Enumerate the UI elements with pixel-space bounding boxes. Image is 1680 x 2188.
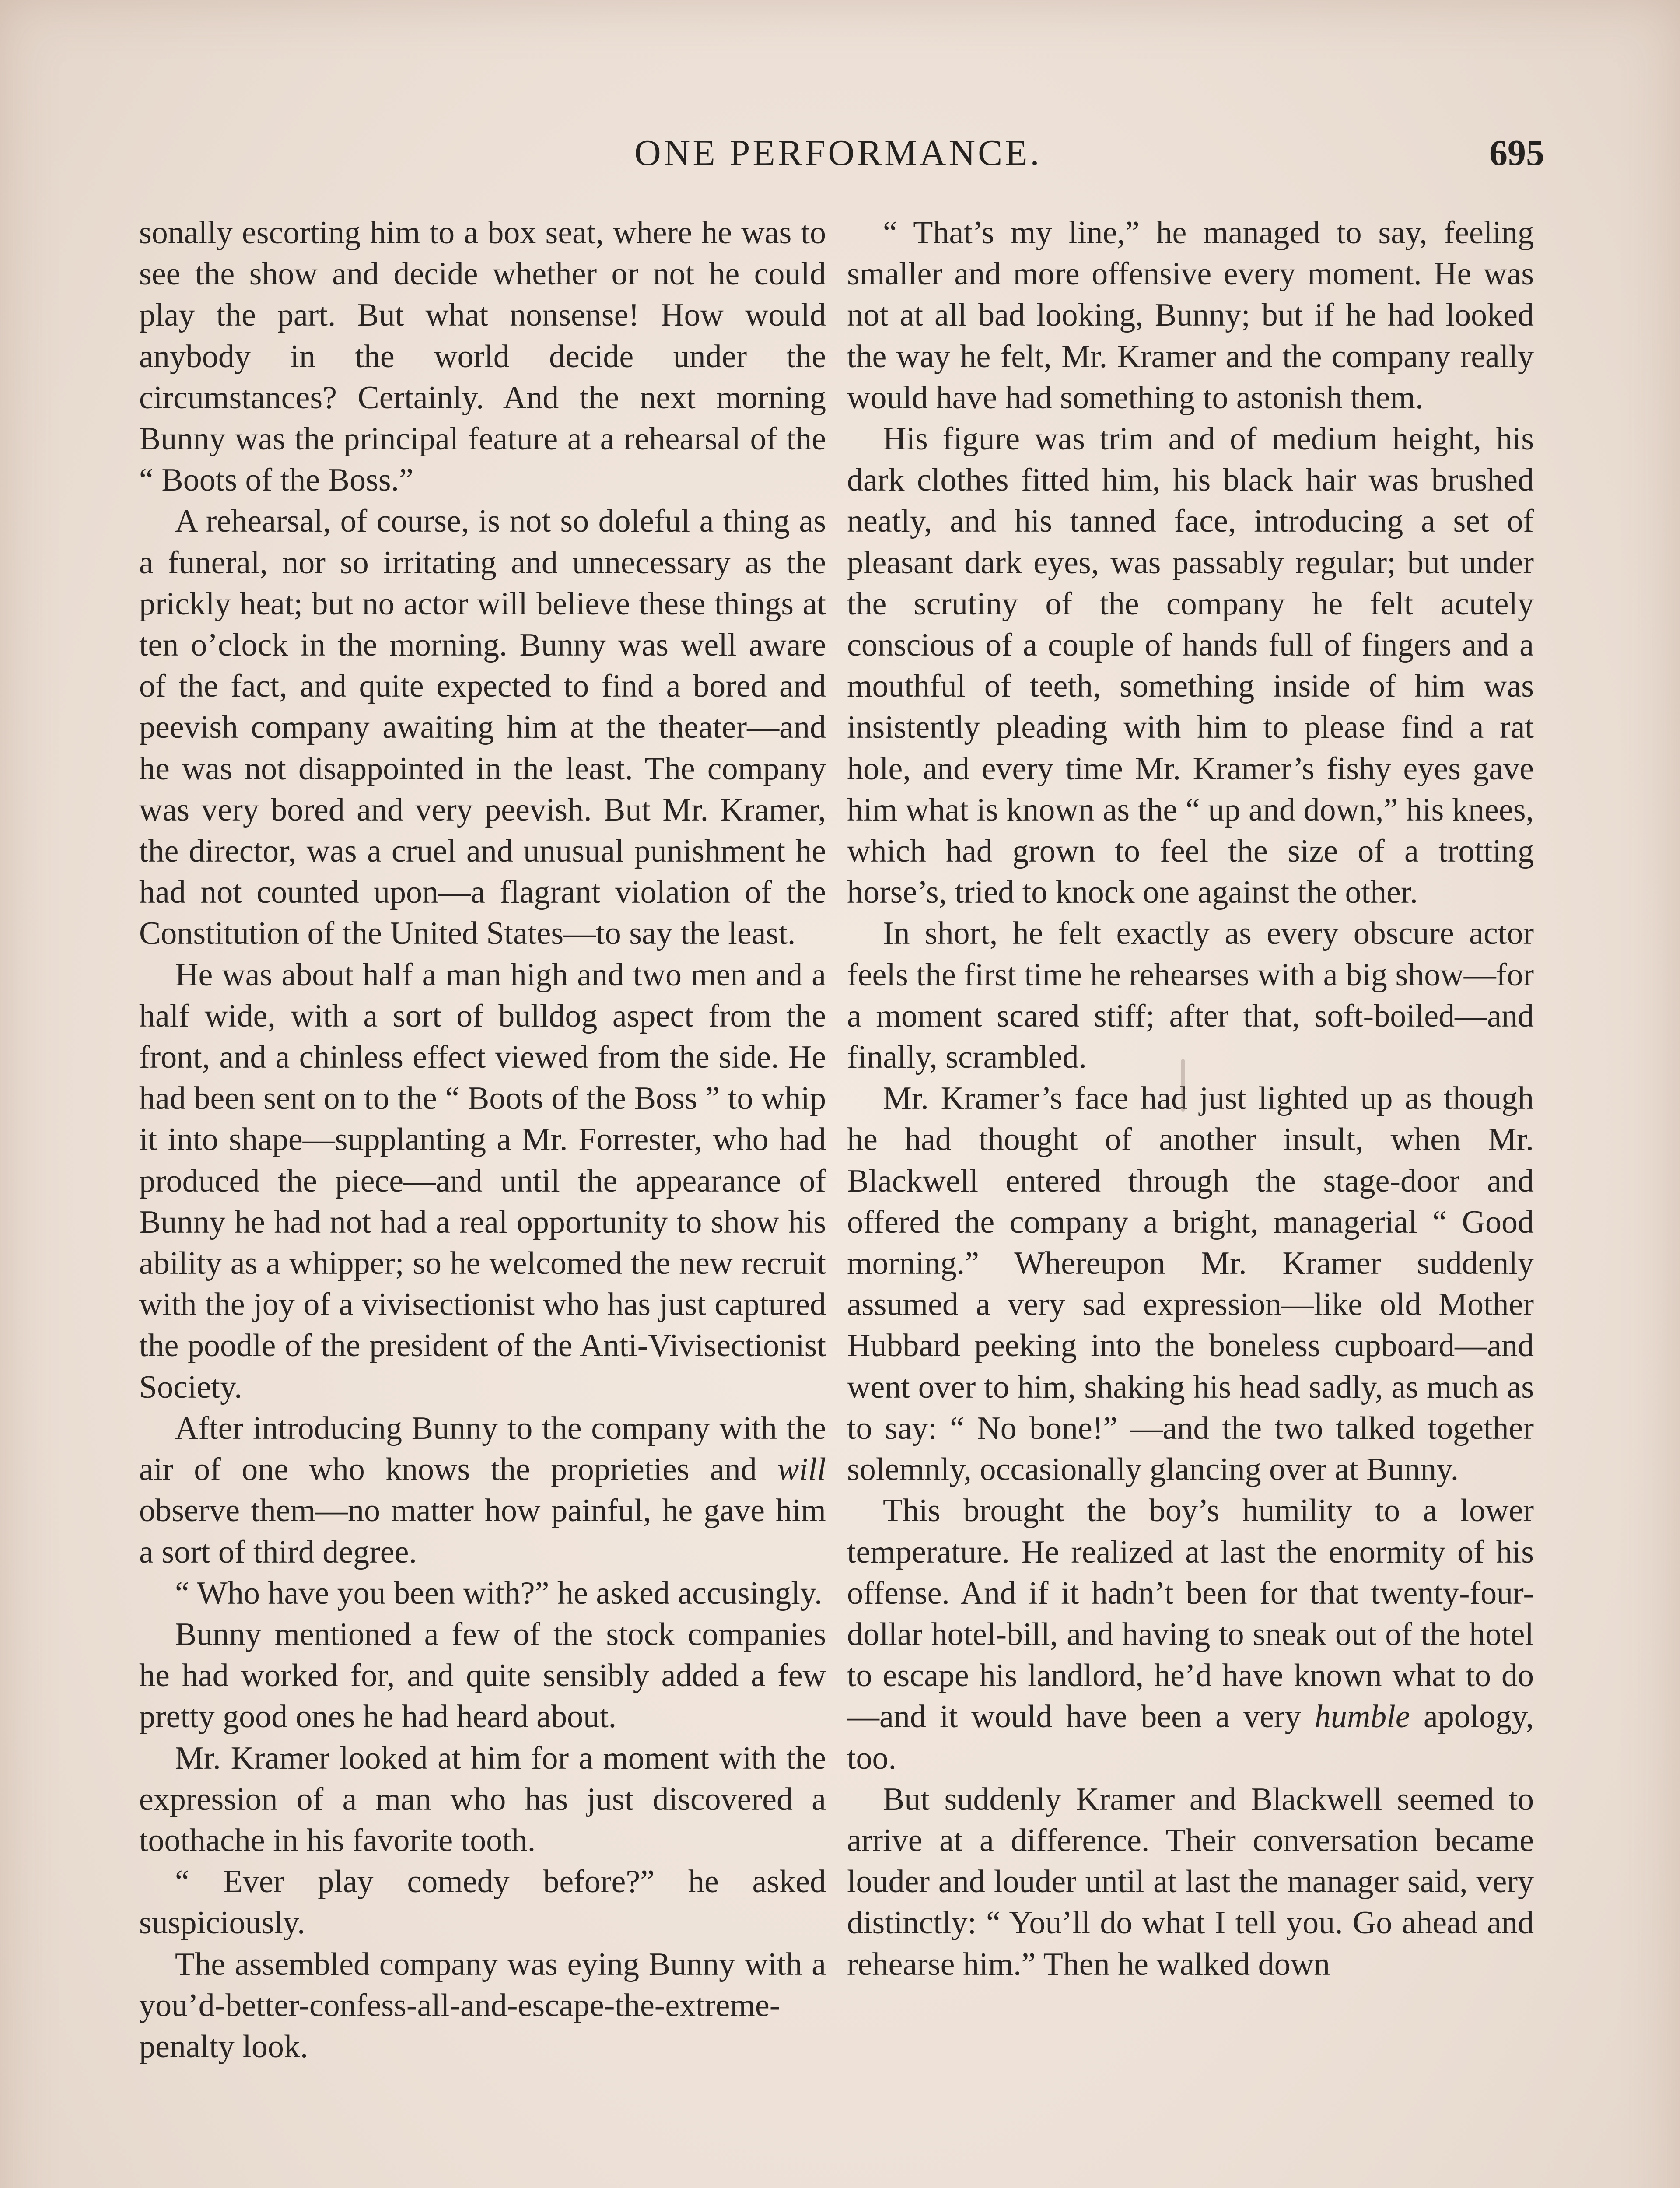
paragraph-text: This brought the boy’s humility to a lower temperature. He realized at last the enormity of his offense. And if it hadn’t been for that twenty-four-dollar hotel-bill, and having to sneak out of the hotel to escape his landlord, he’d have known what to do—and it would have been a very [847,1493,1534,1735]
paragraph: His figure was trim and of medium height, his dark clothes fitted him, his black hair was brushed neatly, and his tanned face, introducing a set of pleasant dark eyes, was passably regular; but under the scrutiny of the company he felt acutely conscious of a couple of hands full of fingers and a mouthful of teeth, something inside of him was insistently pleading with him to please find a rat hole, and every time Mr. Kramer’s fishy eyes gave him what is known as the “ up and down,” his knees, which had grown to feel the size of a trotting horse’s, tried to knock one against the other. [847,421,1534,911]
paragraph: The assembled company was eying Bunny with a you’d-better-confess-all-and-escape-the-extreme-penalty look. [139,1946,826,2065]
paragraph: sonally escorting him to a box seat, where he was to see the show and decide whether or not he could play the part. But what nonsense! How would anybody in the world decide under the circumstances? Certainly. And the next morning Bunny was the principal feature at a rehearsal of the “ Boots of the Boss.” [139,215,826,498]
paragraph-text: apology, too. [847,1699,1534,1776]
page-number: 695 [1489,133,1544,173]
paragraph-text: observe them—no matter how painful, he gave him a sort of third degree. [139,1493,826,1570]
paragraph: Bunny mentioned a few of the stock companies he had worked for, and quite sensibly added a few pretty good ones he had heard about. [139,1616,826,1735]
paragraph [847,1490,1534,1778]
paragraph-text: After introducing Bunny to the company with the air of one who knows the proprieties and [139,1410,826,1488]
paper-speck [1181,1059,1185,1112]
paragraph [139,1408,826,1573]
paragraph: Mr. Kramer’s face had just lighted up as though he had thought of another insult, when Mr. Blackwell entered through the stage-door and offered the company a bright, managerial “ Good morning.” Whereupon Mr. Kramer suddenly assumed a very sad expression—like old Mother Hubbard peeking into the boneless cupboard—and went over to him, shaking his head sadly, as much as to say: “ No bone!” —and the two talked together solemnly, occasionally glancing over at Bunny. [847,1080,1534,1488]
paragraph: Mr. Kramer looked at him for a moment with the expression of a man who has just discovered a toothache in his favorite tooth. [139,1740,826,1858]
running-title: ONE PERFORMANCE. [634,133,1042,173]
right-column [847,212,1534,1985]
paragraph: A rehearsal, of course, is not so doleful a thing as a funeral, nor so irritating and unnecessary as the prickly heat; but no actor will believe these things at ten o’clock in the morning. Bunny was well aware of the fact, and quite expected to find a bored and peevish company awaiting him at the theater—and he was not disappointed in the least. The company was very bored and very peevish. But Mr. Kramer, the director, was a cruel and unusual punishment he had not counted upon—a flagrant violation of the Constitution of the United States—to say the least. [139,503,826,952]
paragraph: “ That’s my line,” he managed to say, feeling smaller and more offensive every moment. He was not at all bad looking, Bunny; but if he had looked the way he felt, Mr. Kramer and the company really would have had something to astonish them. [847,215,1534,416]
paragraph: He was about half a man high and two men and a half wide, with a sort of bulldog aspect from the front, and a chinless effect viewed from the side. He had been sent on to the “ Boots of the Boss ” to whip it into shape—supplanting a Mr. Forrester, who had produced the piece—and until the appearance of Bunny he had not had a real opportunity to show his ability as a whipper; so he welcomed the new recruit with the joy of a vivisectionist who has just captured the poodle of the president of the Anti-Vivisectionist Society. [139,957,826,1405]
paragraph: But suddenly Kramer and Blackwell seemed to arrive at a difference. Their conversation became louder and louder until at last the manager said, very distinctly: “ You’ll do what I tell you. Go ahead and rehearse him.” Then he walked down [847,1781,1534,1982]
paragraph: “ Ever play comedy before?” he asked suspiciously. [139,1864,826,1941]
page-header [144,123,1544,184]
paragraph: In short, he felt exactly as every obscure actor feels the first time he rehearses with a big show—for a moment scared stiff; after that, soft-boiled—and finally, scrambled. [847,915,1534,1076]
italic-word: will [777,1452,826,1488]
paragraph: “ Who have you been with?” he asked accusingly. [175,1575,822,1611]
italic-word: humble [1314,1699,1410,1735]
left-column [139,212,826,2067]
